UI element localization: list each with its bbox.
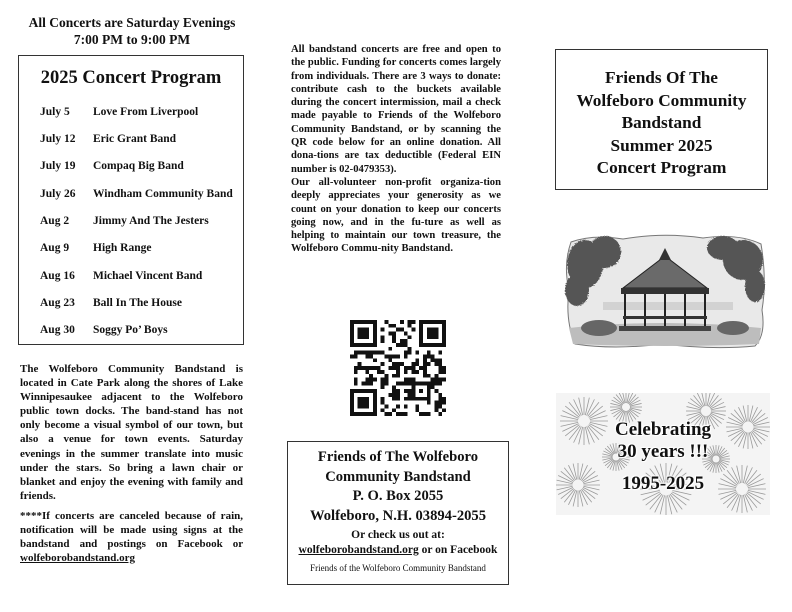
thirty-years-line: 30 years !!! — [617, 441, 709, 462]
website-link[interactable]: wolfeborobandstand.org — [298, 544, 419, 556]
concert-schedule-tagline — [14, 14, 250, 48]
contact-box — [287, 441, 509, 585]
rain-notice — [20, 509, 243, 565]
concert-row — [40, 215, 209, 227]
concert-band: Compaq Big Band — [93, 160, 184, 172]
concert-date: Aug 16 — [40, 270, 75, 282]
concert-row — [40, 324, 168, 336]
concert-date: Aug 9 — [40, 242, 70, 254]
org-footer-name: Friends of the Wolfeboro Community Bandstand — [310, 563, 486, 573]
tagline-time: 7:00 PM to 9:00 PM — [73, 32, 191, 47]
concert-date: July 12 — [40, 133, 76, 145]
concert-band: High Range — [93, 242, 152, 254]
donation-text: All bandstand concerts are free and open to the public. Funding for concerts comes largely from individuals. There are 3 ways to donate: contribute cash to the buckets available during the concert intermission, mail a check made payable to Friends of the Wolfeboro Community Bandstand, or by scanning the QR code below for an online donation. All dona-tions are tax deductible (Federal EIN number is 02-0479353). — [291, 44, 501, 175]
title-line: Wolfeboro Community — [576, 90, 747, 110]
contact-city-zip: Wolfeboro, N.H. 03894-2055 — [309, 507, 487, 524]
concert-band: Love From Liverpool — [93, 106, 199, 118]
anniversary-years: 1995-2025 — [621, 473, 705, 494]
concert-date: July 5 — [40, 106, 70, 118]
tagline-evenings: All Concerts are Saturday Evenings — [28, 15, 236, 30]
celebrating-line: Celebrating — [614, 419, 712, 440]
contact-org-line2: Community Bandstand — [325, 468, 471, 485]
concert-row — [40, 188, 233, 200]
donation-qr-code[interactable] — [350, 320, 446, 416]
bandstand-gazebo-illustration — [563, 230, 767, 350]
concert-date: Aug 2 — [40, 215, 70, 227]
concert-date: July 19 — [40, 160, 76, 172]
facebook-text: or on Facebook — [421, 544, 498, 556]
concert-band: Windham Community Band — [93, 188, 233, 200]
bandstand-about-text: The Wolfeboro Community Bandstand is located in Cate Park along the shores of Lake Winnipesaukee adjacent to the Wolfeboro public town docks. The band-stand has not only become a visual symbol of our town, but also a venue for town events. Saturday evenings in the summer translate into music under the stars. So bring a lawn chair or blanket and enjoy the evening with family and friends. — [20, 363, 243, 502]
rain-notice-text: ****If concerts are canceled because of rain, notification will be made using signs at the bandstand and postings on Facebook or — [20, 510, 243, 551]
celebration-text — [556, 419, 770, 495]
concert-row — [40, 242, 151, 254]
concert-date: Aug 30 — [40, 324, 75, 336]
concert-band: Michael Vincent Band — [93, 270, 203, 282]
brochure-title — [556, 67, 767, 180]
qr-code-image — [350, 320, 446, 416]
concert-program-box — [18, 55, 244, 345]
concert-row — [40, 106, 198, 118]
concert-row — [40, 270, 202, 282]
mailing-address — [288, 448, 508, 526]
contact-po-box: P. O. Box 2055 — [352, 488, 444, 504]
website-line — [288, 543, 508, 558]
title-line: Bandstand — [621, 113, 702, 132]
volunteer-text: Our all-volunteer non-profit organiza-tion deeply appreciates your generosity as we count on your donation to keep our concerts going now, and in the fu-ture as well as helping to maintain our town treasure, the Wolfeboro Commu-nity Bandstand. — [291, 176, 501, 255]
check-us-out-label: Or check us out at: — [351, 529, 445, 541]
gazebo-icon — [563, 230, 767, 350]
concert-band: Soggy Po’ Boys — [93, 324, 168, 336]
title-line: Summer 2025 — [610, 135, 713, 155]
contact-org-line1: Friends of The Wolfeboro — [317, 449, 479, 465]
concert-row — [40, 297, 182, 309]
concert-row — [40, 160, 184, 172]
title-line: Friends Of The — [605, 68, 718, 87]
concert-row — [40, 133, 176, 145]
brochure-title-box — [555, 49, 768, 190]
concert-date: July 26 — [40, 188, 76, 200]
concert-date: Aug 23 — [40, 297, 75, 309]
concert-band: Ball In The House — [93, 297, 182, 309]
program-title: 2025 Concert Program — [40, 68, 222, 88]
concert-band: Eric Grant Band — [93, 133, 177, 145]
anniversary-graphic — [556, 393, 770, 515]
donation-info — [291, 43, 501, 256]
title-line: Concert Program — [596, 158, 727, 177]
rain-website-link[interactable]: wolfeborobandstand.org — [20, 552, 136, 565]
concert-band: Jimmy And The Jesters — [93, 215, 209, 227]
